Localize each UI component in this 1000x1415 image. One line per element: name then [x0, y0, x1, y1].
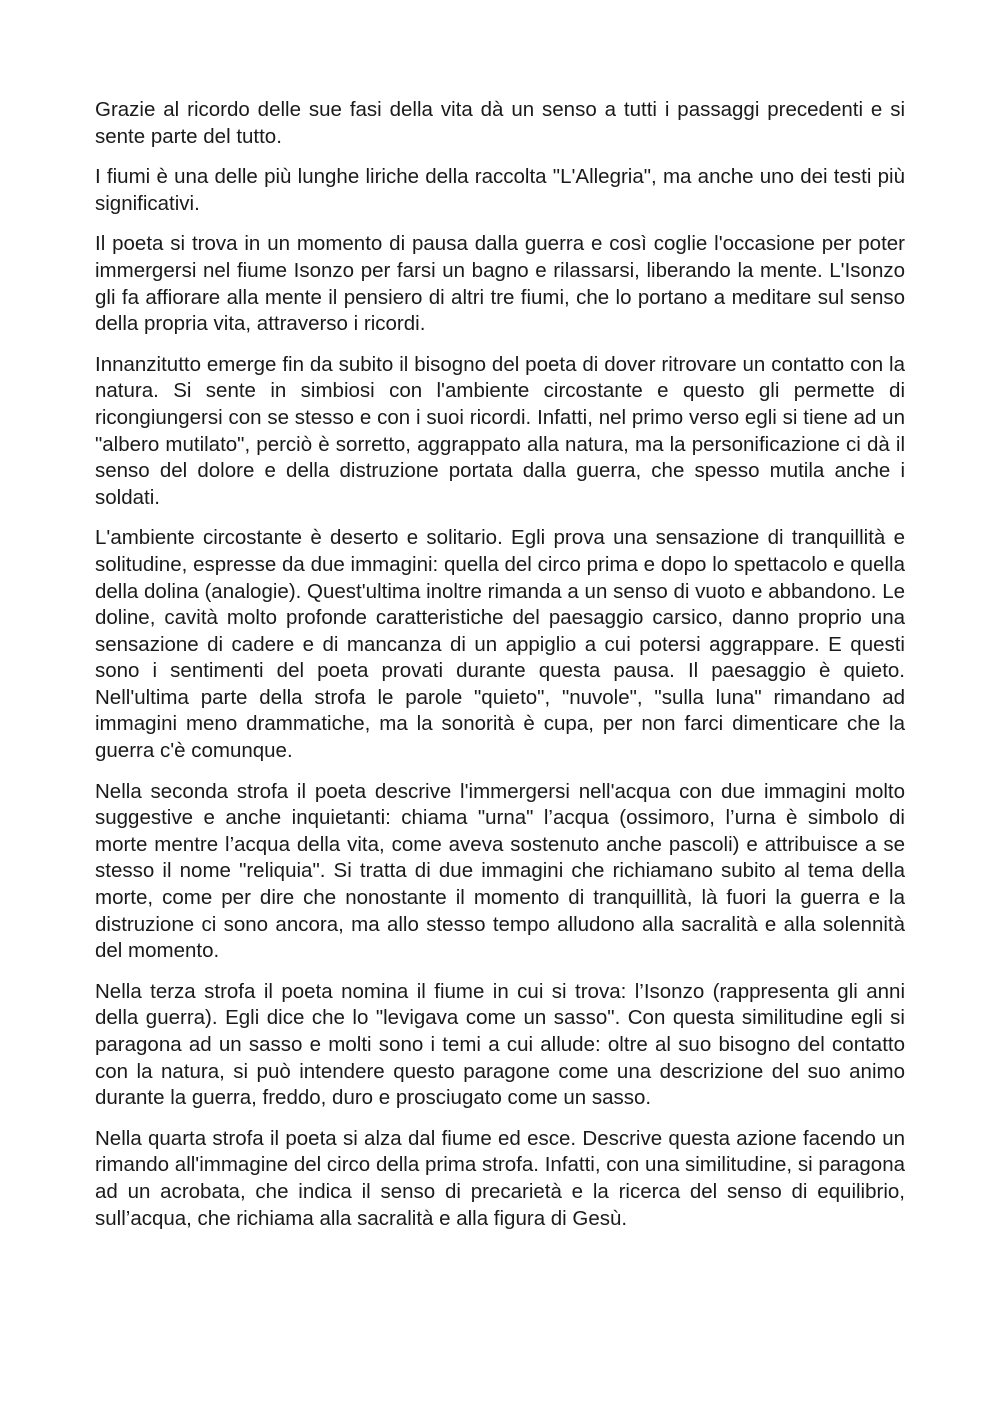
- paragraph-2: I fiumi è una delle più lunghe liriche della raccolta "L'Allegria", ma anche uno dei testi più significativi.: [95, 165, 905, 215]
- paragraph-6: Nella seconda strofa il poeta descrive l'immergersi nell'acqua con due immagini molto suggestive e anche inquietanti: chiama "urna" l’acqua (ossimoro, l’urna è simbolo di morte mentre l’acqua della vita, come aveva sostenuto anche pascoli) e attribuisce a se stesso il nome "reliquia". Si tratta di due immagini che richiamano subito al tema della morte, come per dire che nonostante il momento di tranquillità, là fuori la guerra e la distruzione ci sono ancora, ma allo stesso tempo alludono alla sacralità e alla solennità del momento.: [95, 779, 905, 963]
- document-page: [95, 97, 905, 1246]
- paragraph-1: Grazie al ricordo delle sue fasi della vita dà un senso a tutti i passaggi precedenti e si sente parte del tutto.: [95, 98, 905, 148]
- paragraph-8: Nella quarta strofa il poeta si alza dal fiume ed esce. Descrive questa azione facendo un rimando all'immagine del circo della prima strofa. Infatti, con una similitudine, si paragona ad un acrobata, che indica il senso di precarietà e la ricerca del senso di equilibrio, sull’acqua, che richiama alla sacralità e alla figura di Gesù.: [95, 1126, 905, 1230]
- paragraph-4: Innanzitutto emerge fin da subito il bisogno del poeta di dover ritrovare un contatto con la natura. Si sente in simbiosi con l'ambiente circostante e questo gli permette di ricongiungersi con se stesso e con i suoi ricordi. Infatti, nel primo verso egli si tiene ad un "albero mutilato", perciò è sorretto, aggrappato alla natura, ma la personificazione ci dà il senso del dolore e della distruzione portata dalla guerra, che spesso mutila anche i soldati.: [95, 352, 905, 509]
- paragraph-5: L'ambiente circostante è deserto e solitario. Egli prova una sensazione di tranquillità e solitudine, espresse da due immagini: quella del circo prima e dopo lo spettacolo e quella della dolina (analogie). Quest'ultima inoltre rimanda a un senso di vuoto e abbandono. Le doline, cavità molto profonde caratteristiche del paesaggio carsico, danno proprio una sensazione di cadere e di mancanza di un appiglio a cui potersi aggrappare. E questi sono i sentimenti del poeta provati durante questa pausa. Il paesaggio è quieto. Nell'ultima parte della strofa le parole "quieto", "nuvole", "sulla luna" rimandano ad immagini meno drammatiche, ma la sonorità è cupa, per non farci dimenticare che la guerra c'è comunque.: [95, 526, 905, 763]
- paragraph-7: Nella terza strofa il poeta nomina il fiume in cui si trova: l’Isonzo (rappresenta gli anni della guerra). Egli dice che lo "levigava come un sasso". Con questa similitudine egli si paragona ad un sasso e molti sono i temi a cui allude: oltre al suo bisogno del contatto con la natura, si può intendere questo paragone come una descrizione del suo animo durante la guerra, freddo, duro e prosciugato come un sasso.: [95, 979, 905, 1110]
- paragraph-3: Il poeta si trova in un momento di pausa dalla guerra e così coglie l'occasione per poter immergersi nel fiume Isonzo per farsi un bagno e rilassarsi, liberando la mente. L'Isonzo gli fa affiorare alla mente il pensiero di altri tre fiumi, che lo portano a meditare sul senso della propria vita, attraverso i ricordi.: [95, 232, 905, 336]
